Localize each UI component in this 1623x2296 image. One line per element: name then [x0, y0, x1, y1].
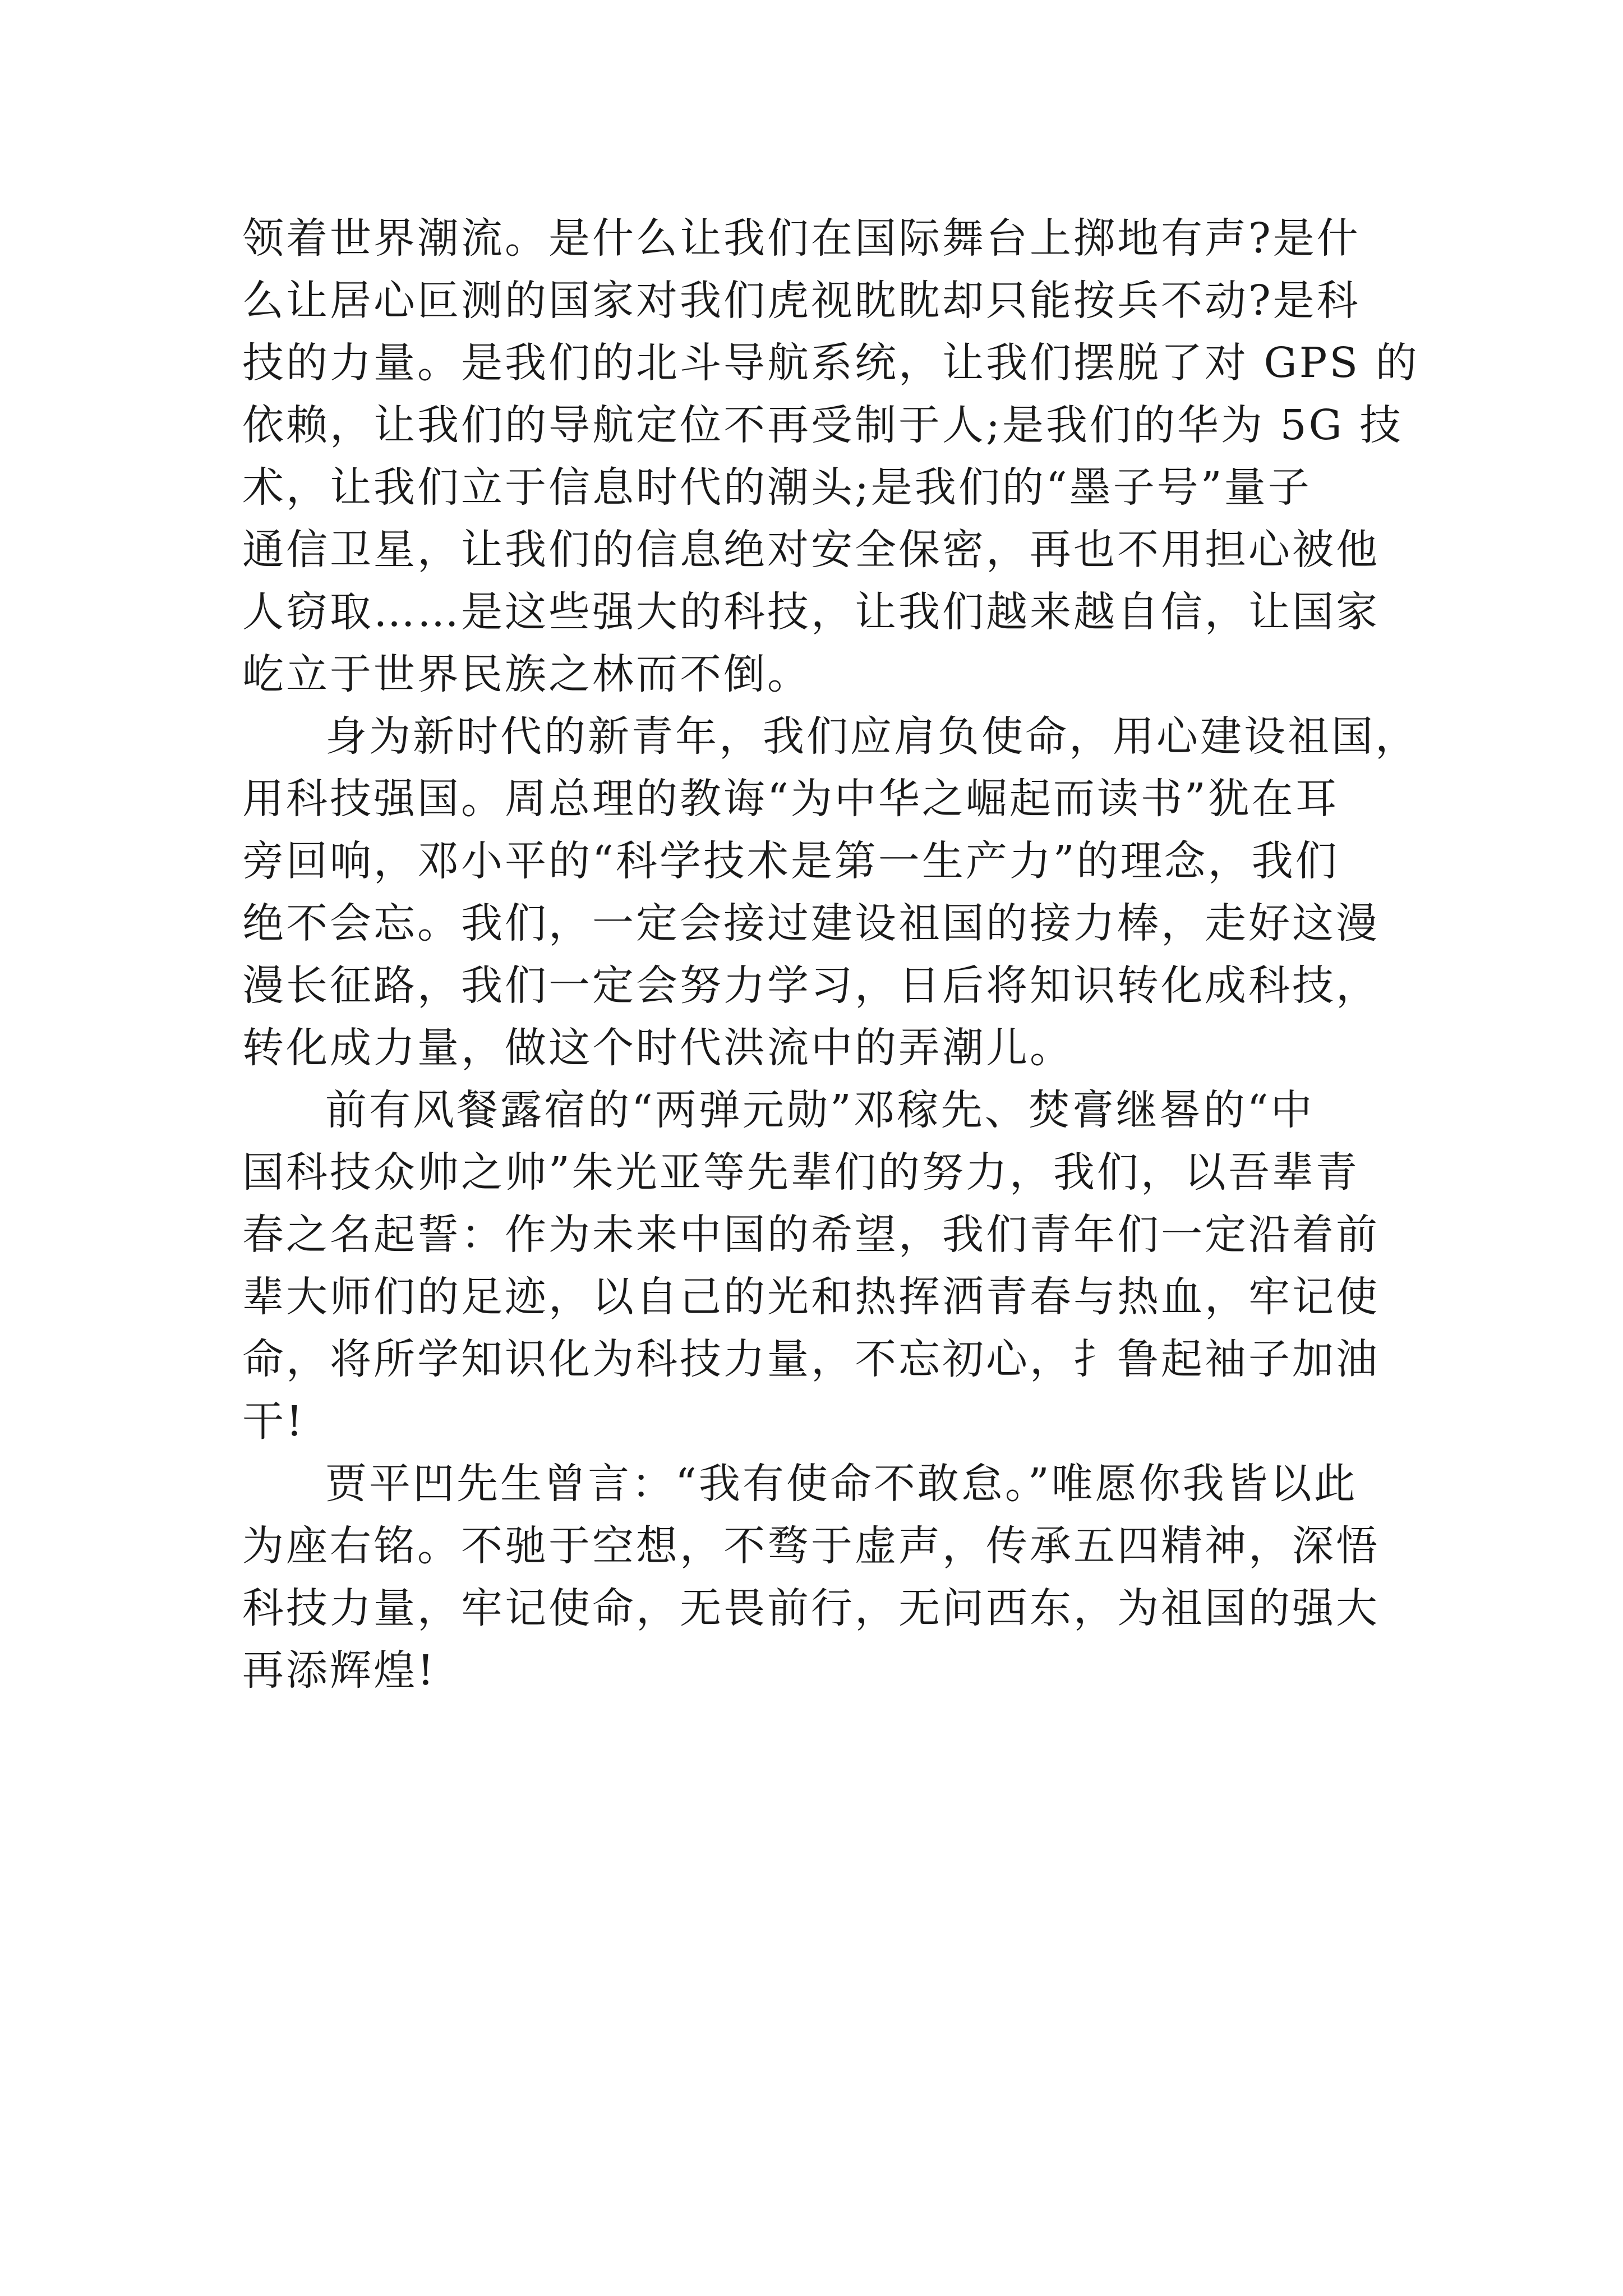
text-line: 绝不会忘。我们，一定会接过建设祖国的接力棒，走好这漫 [242, 899, 1380, 947]
text-line: 用科技强国。周总理的教诲“为中华之崛起而读书”犹在耳 [242, 775, 1339, 823]
text-line: 转化成力量，做这个时代洪流中的弄潮儿。 [242, 1024, 1073, 1072]
text-line: 前有风餐露宿的“两弹元勋”邓稼先、焚膏继晷的“中 [325, 1086, 1315, 1134]
text-line: 命，将所学知识化为科技力量，不忘初心，扌鲁起袖子加油 [242, 1335, 1380, 1383]
text-line: 春之名起誓：作为未来中国的希望，我们青年们一定沿着前 [242, 1211, 1380, 1259]
text-line: 科技力量，牢记使命，无畏前行，无问西东，为祖国的强大 [242, 1584, 1380, 1632]
text-line: 屹立于世界民族之林而不倒。 [242, 650, 811, 698]
text-line: 么让居心叵测的国家对我们虎视眈眈却只能按兵不动?是科 [242, 277, 1361, 325]
text-line: 身为新时代的新青年，我们应肩负使命，用心建设祖国， [325, 712, 1419, 761]
text-line: 技的力量。是我们的北斗导航系统，让我们摆脱了对 GPS 的 [242, 339, 1419, 387]
text-line: 国科技众帅之帅”朱光亚等先辈们的努力，我们，以吾辈青 [242, 1148, 1359, 1197]
document-body [242, 208, 1419, 1702]
text-line: 再添辉煌! [242, 1646, 436, 1695]
text-line: 术，让我们立于信息时代的潮头;是我们的“墨子号”量子 [242, 463, 1312, 512]
text-line: 依赖，让我们的导航定位不再受制于人;是我们的华为 5G 技 [242, 401, 1404, 449]
paragraph-4 [242, 1453, 1386, 1702]
text-line: 通信卫星，让我们的信息绝对安全保密，再也不用担心被他 [242, 526, 1380, 574]
paragraph-3 [242, 1079, 1386, 1453]
text-line: 旁回响，邓小平的“科学技术是第一生产力”的理念，我们 [242, 837, 1339, 885]
text-line: 领着世界潮流。是什么让我们在国际舞台上掷地有声?是什 [242, 214, 1361, 263]
paragraph-1 [242, 208, 1419, 706]
text-line: 干! [242, 1397, 305, 1446]
text-line: 漫长征路，我们一定会努力学习，日后将知识转化成科技， [242, 961, 1380, 1010]
text-line: 人窃取……是这些强大的科技，让我们越来越自信，让国家 [242, 588, 1380, 636]
text-line: 辈大师们的足迹，以自己的光和热挥洒青春与热血，牢记使 [242, 1273, 1380, 1321]
text-line: 贾平凹先生曾言：“我有使命不敢怠。”唯愿你我皆以此 [325, 1460, 1358, 1508]
text-line: 为座右铭。不驰于空想，不骛于虚声，传承五四精神，深悟 [242, 1522, 1380, 1570]
paragraph-2 [242, 706, 1419, 1079]
